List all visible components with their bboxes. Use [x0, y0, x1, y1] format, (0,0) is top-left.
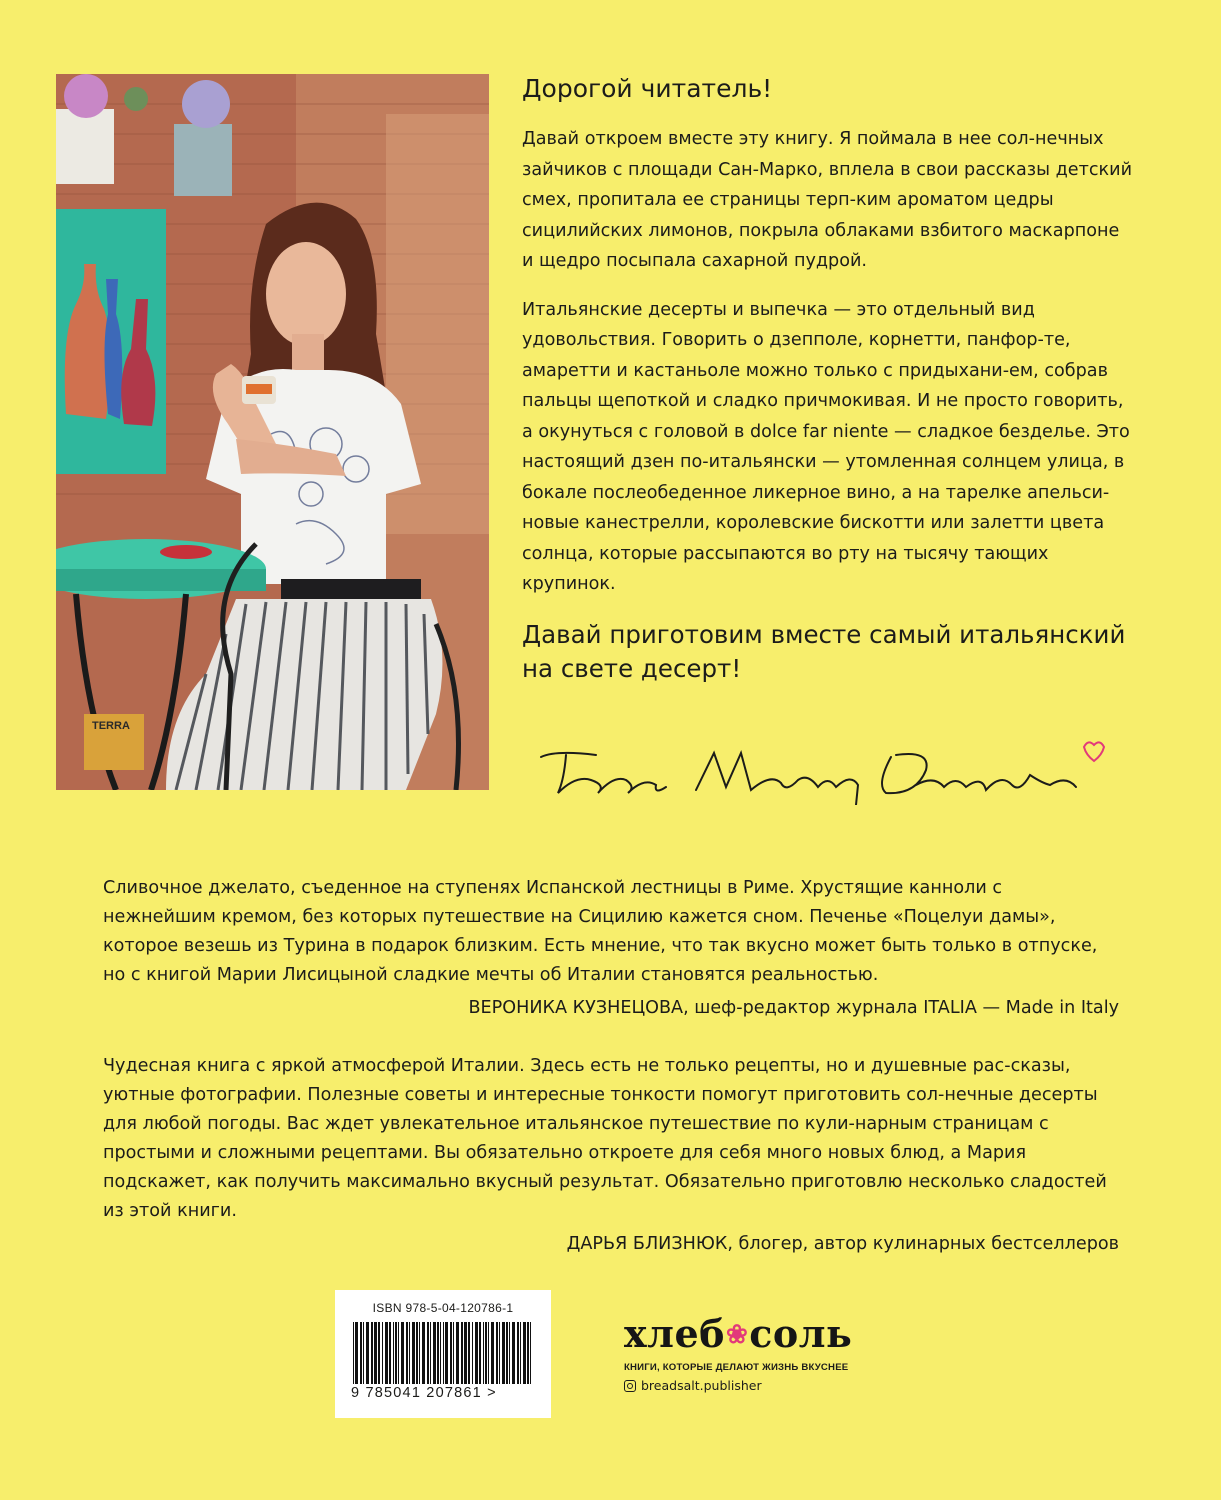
barcode-bar [427, 1322, 429, 1384]
barcode-bar [517, 1322, 519, 1384]
author-letter [522, 74, 1132, 686]
terra-sign-label: TERRA [92, 720, 130, 732]
letter-cta: Давай приготовим вместе самый итальянский на свете десерт! [522, 619, 1126, 683]
barcode-digits: 9 785041 207861 > [351, 1385, 497, 1401]
wordmark-left: хлеб [624, 1311, 725, 1356]
letter-greeting: Дорогой читатель! [522, 74, 773, 103]
barcode-bar [409, 1322, 410, 1384]
signature-image [536, 735, 1116, 805]
barcode-bar [472, 1322, 473, 1384]
barcode-bar [445, 1322, 448, 1384]
author-signature [536, 735, 1116, 805]
isbn-number: ISBN 978-5-04-120786-1 [372, 1301, 514, 1315]
barcode-bars [351, 1322, 535, 1384]
review-1 [103, 874, 1119, 1023]
barcode-bar [488, 1322, 489, 1384]
barcode-bar [475, 1322, 478, 1384]
barcode-bar [385, 1322, 388, 1384]
barcode-bar [461, 1322, 463, 1384]
review-2-author: ДАРЬЯ БЛИЗНЮК, блогер, автор кулинарных бестселлеров [566, 1234, 1119, 1254]
barcode-bar [371, 1322, 373, 1384]
barcode-bar [419, 1322, 420, 1384]
barcode-bar [406, 1322, 408, 1384]
author-photo-illustration [56, 74, 489, 790]
isbn-barcode-box [335, 1290, 551, 1418]
review-1-author: ВЕРОНИКА КУЗНЕЦОВА, шеф-редактор журнала ITALIA — Made in Italy [468, 998, 1119, 1018]
author-photo [56, 74, 489, 790]
barcode-bar [502, 1322, 505, 1384]
barcode-bar [366, 1322, 369, 1384]
review-2-text: Чудесная книга с яркой атмосферой Италии. Здесь есть не только рецепты, но и душевные рас-сказы, уютные фотографии. Полезные советы и интересные тонкости помогут приготовить сол-нечные десерты для любой погоды. Вас ждет увлекательное итальянское путешествие по кули-нарным страницам с простыми и сложными рецептами. Вы обязательно откроете для себя много новых блюд, а Мария подскажет, как получить максимально вкусный результат. Обязательно приготовлю несколько сладостей из этой книги. [103, 1056, 1107, 1221]
barcode-bar [456, 1322, 459, 1384]
barcode-bar [416, 1322, 418, 1384]
barcode-bar [496, 1322, 498, 1384]
barcode-bar [430, 1322, 431, 1384]
barcode-bar [382, 1322, 383, 1384]
publisher-tagline: КНИГИ, КОТОРЫЕ ДЕЛАЮТ ЖИЗНЬ ВКУСНЕЕ [624, 1362, 849, 1373]
publisher-social-handle: breadsalt.publisher [641, 1378, 762, 1393]
barcode-bar [523, 1322, 526, 1384]
barcode-bar [485, 1322, 487, 1384]
barcode-bar [506, 1322, 508, 1384]
publisher-logo [624, 1313, 894, 1393]
barcode-bar [450, 1322, 452, 1384]
barcode-bar [499, 1322, 500, 1384]
barcode-bar [530, 1322, 531, 1384]
instagram-icon [624, 1380, 636, 1392]
barcode-bar [468, 1322, 470, 1384]
letter-paragraph-2: Итальянские десерты и выпечка — это отдельный вид удовольствия. Говорить о дзепполе, корнетти, панфор-те, амаретти и кастаньоле можно только с придыхани-ем, собрав пальцы щепоткой и сладко причмокивая. И не просто говорить, а окунуться с головой в dolce far niente — сладкое безделье. Это настоящий дзен по-итальянски — утомленная солнцем улица, в бокале послеобеденное ликерное вино, а на тарелке апельси-новые канестрелли, королевские бискотти или залетти цвета солнца, которые рассыпаются во рту на тысячу тающих крупинок. [522, 299, 1130, 594]
barcode-bar [374, 1322, 377, 1384]
barcode-bar [360, 1322, 362, 1384]
barcode-bar [437, 1322, 439, 1384]
letter-paragraph-1: Давай откроем вместе эту книгу. Я поймала в нее сол-нечных зайчиков с площади Сан-Марко, вплела в свои рассказы детский смех, пропитала ее страницы терп-ким ароматом цедры сицилийских лимонов, покрыла облаками взбитого маскарпоне и щедро посыпала сахарной пудрой. [522, 129, 1132, 271]
barcode-bar [395, 1322, 397, 1384]
barcode-bar [412, 1322, 415, 1384]
barcode-bar [491, 1322, 494, 1384]
barcode-bar [398, 1322, 399, 1384]
barcode-bar [512, 1322, 515, 1384]
barcode-bar [527, 1322, 529, 1384]
publisher-social [624, 1378, 894, 1393]
barcode-bar [433, 1322, 436, 1384]
barcode-bar [363, 1322, 364, 1384]
barcode-bar [378, 1322, 380, 1384]
barcode-bar [393, 1322, 394, 1384]
barcode-bar [509, 1322, 510, 1384]
barcode-bar [453, 1322, 454, 1384]
barcode-bar [479, 1322, 481, 1384]
barcode-bar [401, 1322, 404, 1384]
barcode-bar [353, 1322, 354, 1384]
review-1-text: Сливочное джелато, съеденное на ступенях Испанской лестницы в Риме. Хрустящие канноли с нежнейшим кремом, без которых путешествие на Сицилию кажется сном. Печенье «Поцелуи дамы», которое везешь из Турина в подарок близким. Есть мнение, что так вкусно может быть только в отпуске, но с книгой Марии Лисицыной сладкие мечты об Италии становятся реальностью. [103, 878, 1098, 985]
barcode-bar [483, 1322, 484, 1384]
publisher-wordmark [624, 1313, 894, 1356]
barcode-bar [440, 1322, 441, 1384]
barcode-bar [422, 1322, 425, 1384]
wordmark-right: соль [749, 1311, 853, 1356]
barcode-bar [520, 1322, 521, 1384]
barcode-bar [389, 1322, 391, 1384]
barcode-bar [443, 1322, 444, 1384]
review-2 [103, 1052, 1119, 1259]
barcode-bar [355, 1322, 358, 1384]
flower-icon: ❀ [725, 1320, 749, 1350]
barcode-bar [464, 1322, 467, 1384]
